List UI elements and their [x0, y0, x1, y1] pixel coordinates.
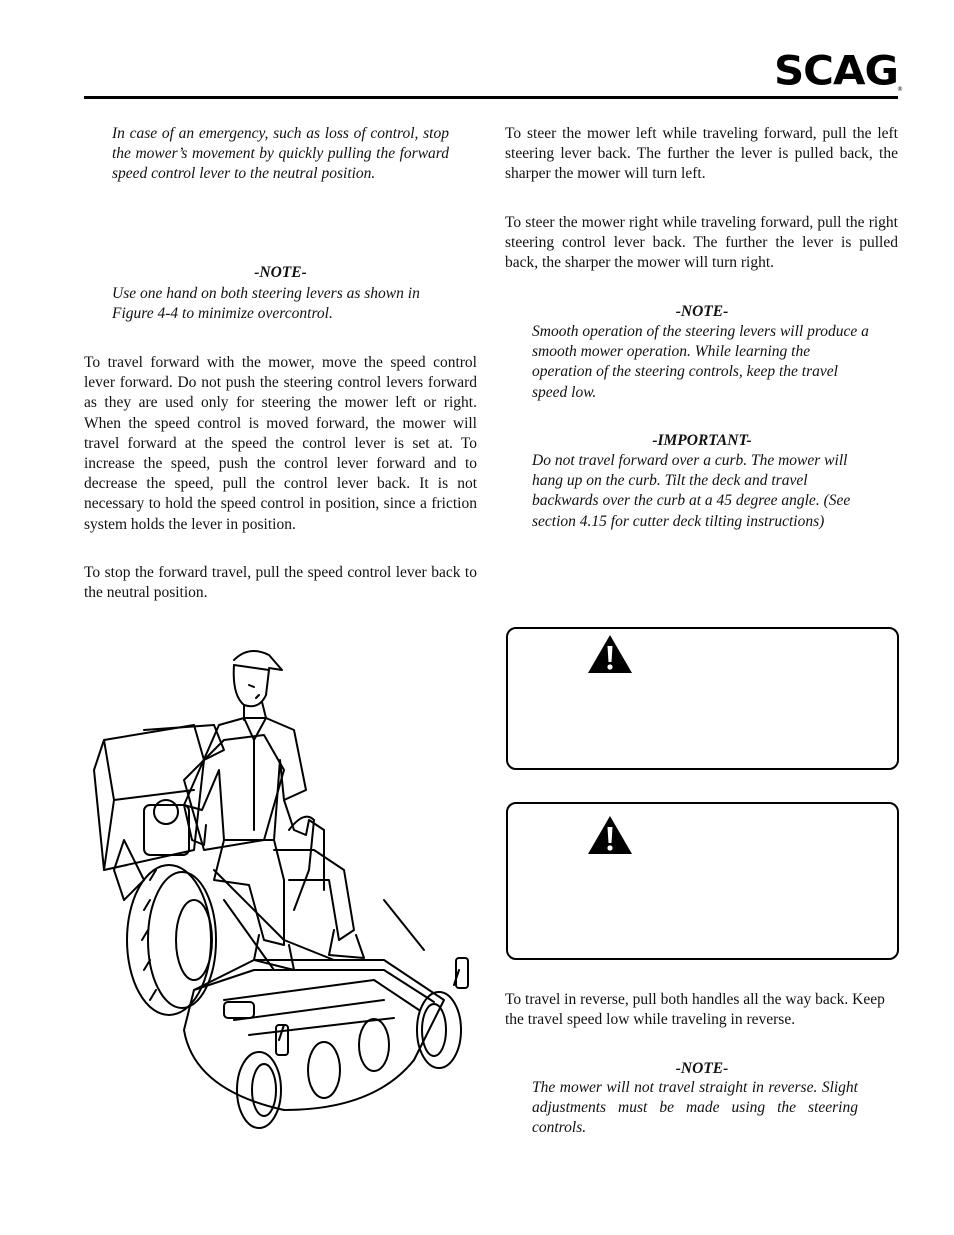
important-text: Do not travel forward over a curb. The mower will hang up on the curb. Tilt the deck and travel backwards over the curb at a 45 degree angle. (See section 4.15 for cutter deck tilting instructions): [532, 452, 851, 530]
mower-operator-illustration: [84, 640, 474, 1140]
warning-box: [506, 627, 899, 770]
note-text: Smooth operation of the steering levers will produce a smooth mower operation. While learning the operation of the steering controls, keep the travel speed low.: [532, 323, 869, 401]
note-heading: -NOTE-: [675, 303, 729, 320]
warning-box: [506, 802, 899, 960]
warning-triangle-icon: [586, 814, 634, 856]
header-rule: [84, 96, 898, 99]
scag-logo: SCAG ®: [773, 47, 902, 94]
warning-triangle-icon: [586, 633, 634, 675]
note-text: The mower will not travel straight in reverse. Slight adjustments must be made using the steering controls.: [532, 1079, 858, 1137]
note-heading: -NOTE-: [254, 264, 307, 281]
steer-left-paragraph: To steer the mower left while traveling forward, pull the left steering lever back. The further the lever is pulled back, the sharper the mower will turn left.: [505, 125, 898, 183]
note-heading: -NOTE-: [675, 1060, 729, 1077]
stop-travel-paragraph: To stop the forward travel, pull the speed control lever back to the neutral position.: [84, 564, 477, 602]
steer-right-paragraph: To steer the mower right while traveling forward, pull the right steering control lever back. The further the lever is pulled back, the sharper the mower will turn right.: [505, 214, 898, 272]
forward-travel-paragraph: To travel forward with the mower, move the speed control lever forward. Do not push the steering control levers forward as they are used only for steering the mower left or right. When the speed control is moved forward, the mower will travel forward at the speed the control lever is set at. To increase the speed, push the control lever forward and to decrease the speed, pull the control lever back. It is not necessary to hold the speed control in position, since a friction system holds the lever in position.: [84, 354, 477, 533]
emergency-paragraph: In case of an emergency, such as loss of control, stop the mower’s movement by quickly pulling the forward speed control lever to the neutral position.: [112, 125, 449, 183]
important-heading: -IMPORTANT-: [652, 432, 752, 449]
note-text: Use one hand on both steering levers as shown in Figure 4-4 to minimize overcontrol.: [112, 285, 420, 323]
reverse-paragraph: To travel in reverse, pull both handles all the way back. Keep the travel speed low while traveling in reverse.: [505, 991, 885, 1029]
